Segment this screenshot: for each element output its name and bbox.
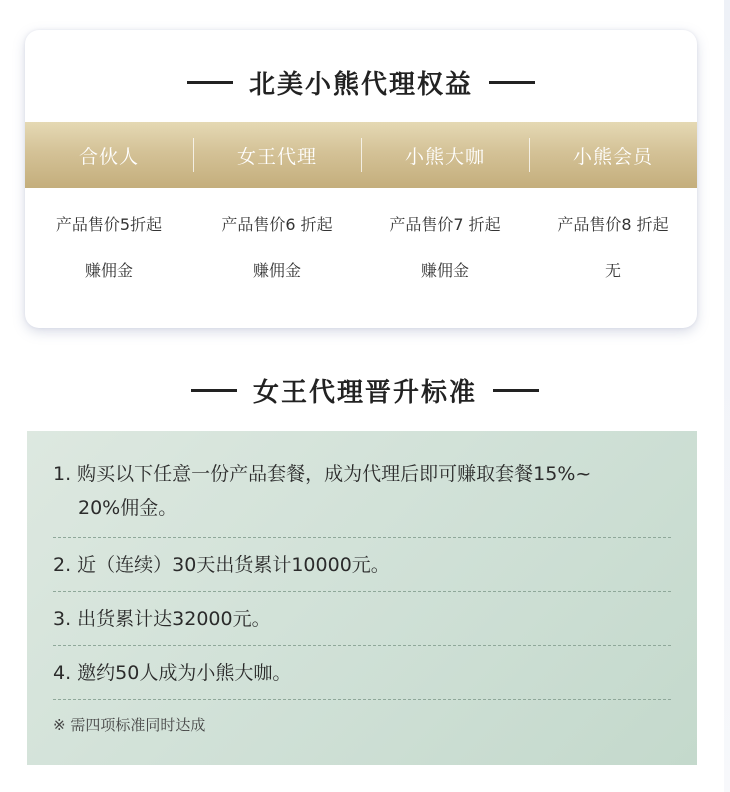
promotion-header bbox=[0, 370, 730, 410]
criteria-item-1-line2: 20%佣金。 bbox=[78, 497, 178, 519]
title-dash-right bbox=[493, 389, 539, 392]
commission-row bbox=[25, 258, 697, 281]
benefits-title-row bbox=[25, 64, 697, 100]
price-bear-member: 产品售价8 折起 bbox=[557, 215, 669, 234]
commission-bear-member: 无 bbox=[604, 261, 621, 280]
benefits-title: 北美小熊代理权益 bbox=[248, 69, 473, 100]
price-queen-agent: 产品售价6 折起 bbox=[221, 215, 333, 234]
commission-partner: 赚佣金 bbox=[84, 261, 133, 280]
price-bear-vip: 产品售价7 折起 bbox=[389, 215, 501, 234]
price-partner: 产品售价5折起 bbox=[55, 215, 163, 234]
criteria-item-1-line1: 1. 购买以下任意一份产品套餐，成为代理后即可赚取套餐15%~ bbox=[53, 463, 592, 485]
commission-bear-vip: 赚佣金 bbox=[420, 261, 469, 280]
criteria-item-3: 3. 出货累计达32000元。 bbox=[53, 608, 271, 630]
tier-bear-vip: 小熊大咖 bbox=[361, 122, 529, 188]
divider bbox=[53, 537, 671, 538]
commission-queen-agent: 赚佣金 bbox=[252, 261, 301, 280]
divider bbox=[53, 699, 671, 700]
price-row bbox=[25, 212, 697, 235]
criteria-item-1 bbox=[53, 457, 671, 525]
benefits-card bbox=[25, 30, 697, 328]
tier-header bbox=[25, 122, 697, 188]
promotion-title: 女王代理晋升标准 bbox=[252, 377, 477, 408]
divider bbox=[53, 645, 671, 646]
tier-partner: 合伙人 bbox=[78, 145, 139, 168]
criteria-item-4: 4. 邀约50人成为小熊大咖。 bbox=[53, 662, 292, 684]
title-dash-right bbox=[489, 81, 535, 84]
divider bbox=[53, 591, 671, 592]
promotion-title-row bbox=[0, 370, 730, 410]
tier-bear-member: 小熊会员 bbox=[529, 122, 697, 188]
criteria-note: ※ 需四项标准同时达成 bbox=[53, 716, 206, 734]
criteria-item-2: 2. 近（连续）30天出货累计10000元。 bbox=[53, 554, 390, 576]
title-dash-left bbox=[191, 389, 237, 392]
criteria-panel bbox=[27, 431, 697, 765]
title-dash-left bbox=[187, 81, 233, 84]
tier-queen-agent: 女王代理 bbox=[193, 122, 361, 188]
